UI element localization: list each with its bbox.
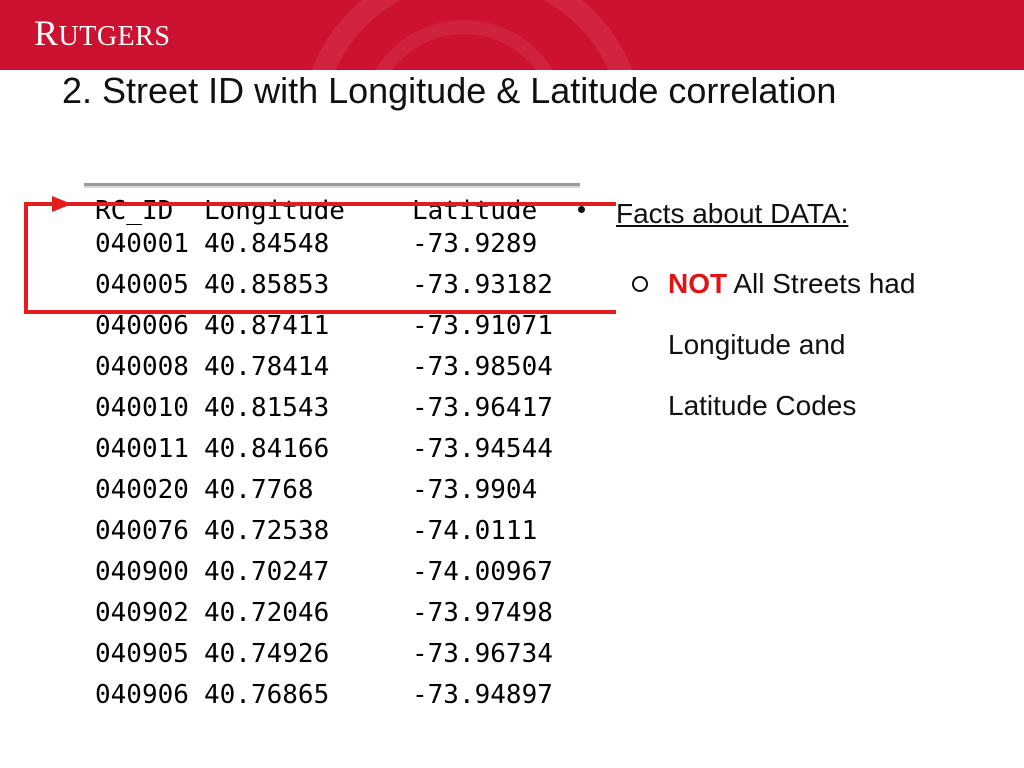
cell-rc-id: 040011 [95, 434, 189, 464]
table-row [84, 475, 580, 516]
sub-bullet-line-3: Latitude Codes [668, 390, 857, 421]
cell-rc-id: 040902 [95, 598, 189, 628]
cell-latitude: -73.9289 [412, 229, 538, 259]
cell-rc-id: 040001 [95, 229, 189, 259]
table-row [84, 639, 580, 680]
cell-latitude: -73.94544 [412, 434, 553, 464]
facts-bullet [578, 198, 998, 238]
highlight-bracket [24, 202, 616, 314]
cell-latitude: -73.93182 [412, 270, 553, 300]
cell-longitude: 40.81543 [204, 393, 330, 423]
sub-bullet-line-1-rest: All Streets had [727, 268, 916, 299]
cell-latitude: -73.91071 [412, 311, 553, 341]
table-row [84, 516, 580, 557]
table-row [84, 434, 580, 475]
cell-rc-id: 040020 [95, 475, 189, 505]
table-row [84, 393, 580, 434]
slide-title: 2. Street ID with Longitude & Latitude correlation [62, 70, 837, 111]
cell-longitude: 40.76865 [204, 680, 330, 710]
hollow-circle-bullet-icon [632, 276, 648, 292]
table-row [84, 311, 580, 352]
cell-latitude: -73.98504 [412, 352, 553, 382]
cell-latitude: -74.0111 [412, 516, 538, 546]
cell-longitude: 40.78414 [204, 352, 330, 382]
column-header-rc-id: RC_ID [95, 196, 174, 226]
cell-rc-id: 040010 [95, 393, 189, 423]
facts-heading: Facts about DATA: [616, 198, 849, 229]
cell-latitude: -73.94897 [412, 680, 553, 710]
table-row [84, 557, 580, 598]
cell-latitude: -73.9904 [412, 475, 538, 505]
cell-rc-id: 040905 [95, 639, 189, 669]
cell-latitude: -73.96734 [412, 639, 553, 669]
cell-longitude: 40.84166 [204, 434, 330, 464]
sub-bullet-line-1 [668, 268, 915, 300]
column-header-longitude: Longitude [204, 196, 345, 226]
logo-initial: R [34, 13, 59, 53]
sub-bullet-line-2: Longitude and [668, 329, 846, 360]
cell-rc-id: 040906 [95, 680, 189, 710]
not-emphasis: NOT [668, 268, 728, 299]
table-cutoff-row [84, 723, 580, 736]
rutgers-logo [34, 12, 170, 54]
table-row [84, 598, 580, 639]
cell-longitude: 40.70247 [204, 557, 330, 587]
cell-rc-id: 040008 [95, 352, 189, 382]
cell-latitude: -73.97498 [412, 598, 553, 628]
cell-longitude: 40.7768 [204, 475, 314, 505]
table-row [84, 680, 580, 721]
cell-longitude: 40.72538 [204, 516, 330, 546]
cell-longitude: 40.74926 [204, 639, 330, 669]
table-row [84, 352, 580, 393]
highlight-arrow-icon [52, 196, 72, 212]
cell-longitude: 40.85853 [204, 270, 330, 300]
cell-latitude: -74.00967 [412, 557, 553, 587]
cell-longitude: 40.84548 [204, 229, 330, 259]
cell-rc-id: 040005 [95, 270, 189, 300]
cell-rc-id: 040006 [95, 311, 189, 341]
logo-rest: UTGERS [58, 21, 171, 52]
header-bar [0, 0, 1024, 70]
cell-rc-id: 040076 [95, 516, 189, 546]
bullet-dot-icon [578, 206, 585, 213]
cell-longitude: 40.72046 [204, 598, 330, 628]
cell-rc-id: 040900 [95, 557, 189, 587]
cell-latitude: -73.96417 [412, 393, 553, 423]
cell-longitude: 40.87411 [204, 311, 330, 341]
column-header-latitude: Latitude [412, 196, 538, 226]
facts-panel [578, 198, 998, 421]
